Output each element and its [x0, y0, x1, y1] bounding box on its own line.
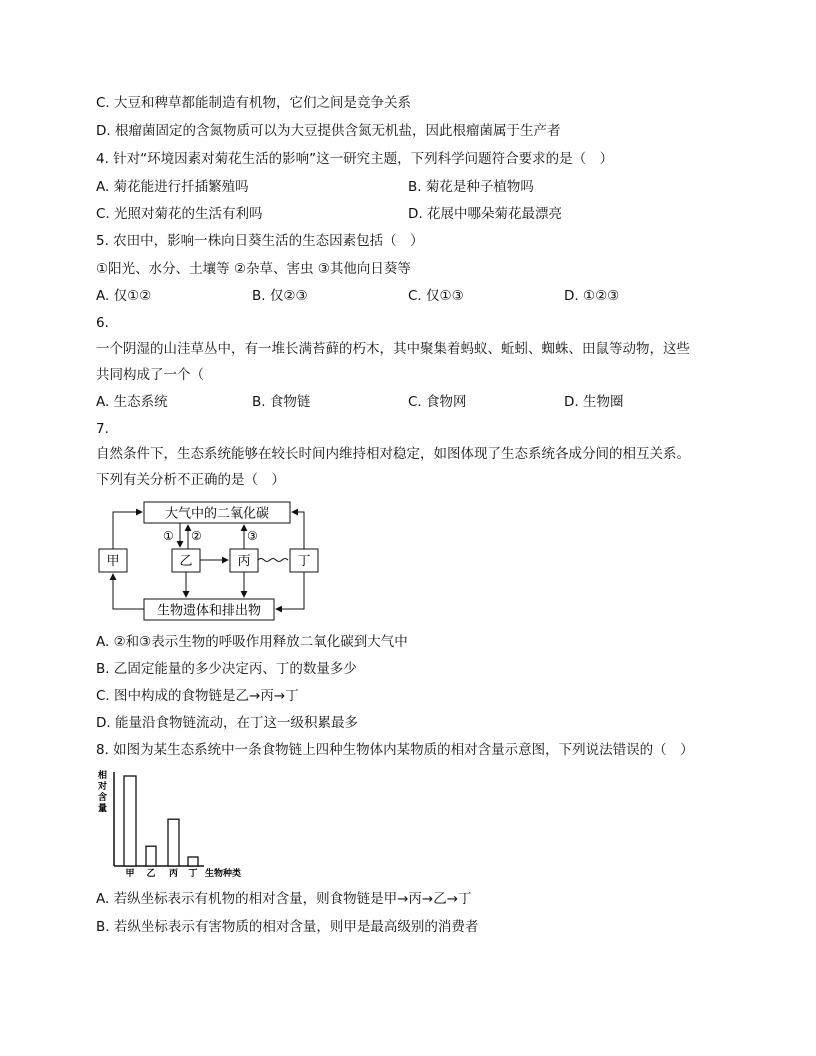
wavy-link-bing-ding	[258, 559, 288, 562]
q5-statements: ①阳光、水分、土壤等 ②杂草、害虫 ③其他向日葵等	[96, 261, 411, 277]
bar-2	[168, 819, 179, 866]
x-tick-label-2: 丙	[168, 869, 179, 878]
bar-1	[146, 846, 156, 866]
q6-number: 6.	[96, 315, 109, 331]
q4-option-c: C. 光照对菊花的生活有利吗	[96, 206, 263, 222]
mark-3: ③	[247, 529, 258, 543]
q3-option-d: D. 根瘤菌固定的含氮物质可以为大豆提供含氮无机盐，因此根瘤菌属于生产者	[96, 123, 561, 139]
x-axis-label: 生物种类	[205, 869, 242, 878]
q8-stem: 8. 如图为某生态系统中一条食物链上四种生物体内某物质的相对含量示意图，下列说法错误的（ ）	[96, 742, 694, 758]
yi-label: 乙	[179, 554, 193, 569]
mark-1: ①	[163, 529, 174, 543]
q6-option-d: D. 生物圈	[564, 394, 624, 410]
x-tick-label-0: 甲	[125, 869, 135, 878]
q3-option-c: C. 大豆和稗草都能制造有机物，它们之间是竞争关系	[96, 95, 412, 111]
q7-stem-line-1: 自然条件下，生态系统能够在较长时间内维持相对稳定，如图体现了生态系统各成分间的相互关系。	[96, 446, 690, 462]
bar-0	[124, 776, 136, 866]
q8-option-a: A. 若纵坐标表示有机物的相对含量，则食物链是甲→丙→乙→丁	[96, 891, 472, 907]
bing-label: 丙	[237, 554, 251, 569]
bar-3	[188, 857, 198, 866]
q4-option-b: B. 菊花是种子植物吗	[408, 179, 534, 195]
q6-stem-line-2: 共同构成了一个（	[96, 367, 204, 383]
y-axis-label-text: 相对含量	[98, 771, 108, 814]
jia-label: 甲	[106, 554, 120, 569]
q5-option-d: D. ①②③	[564, 288, 620, 304]
q7-option-d: D. 能量沿食物链流动，在丁这一级积累最多	[96, 715, 358, 731]
q7-number: 7.	[96, 421, 109, 437]
q4-stem: 4. 针对“环境因素对菊花生活的影响”这一研究主题，下列科学问题符合要求的是（ ）	[96, 151, 614, 167]
ecosystem-diagram	[96, 498, 336, 624]
q5-option-c: C. 仅①③	[408, 288, 464, 304]
q6-stem-line-1: 一个阴湿的山洼草丛中，有一堆长满苔藓的朽木，其中聚集着蚂蚁、蚯蚓、蜘蛛、田鼠等动物，这些	[96, 341, 690, 357]
q4-option-a: A. 菊花能进行扦插繁殖吗	[96, 179, 249, 195]
q8-option-b: B. 若纵坐标表示有害物质的相对含量，则甲是最高级别的消费者	[96, 919, 479, 935]
q6-option-c: C. 食物网	[408, 394, 467, 410]
y-axis-label	[97, 769, 107, 814]
arrow-ding-to-remains	[276, 572, 304, 609]
remains-excreta-label: 生物遗体和排出物	[156, 603, 262, 619]
arrow-jia-to-atmosphere	[113, 512, 142, 549]
q5-option-b: B. 仅②③	[252, 288, 308, 304]
mark-2: ②	[191, 529, 202, 543]
q6-option-b: B. 食物链	[252, 394, 311, 410]
q7-option-c: C. 图中构成的食物链是乙→丙→丁	[96, 688, 299, 704]
q5-stem: 5. 农田中，影响一株向日葵生活的生态因素包括（ ）	[96, 233, 424, 249]
q4-option-d: D. 花展中哪朵菊花最漂亮	[408, 206, 562, 222]
relative-content-bar-chart	[96, 768, 256, 878]
atmosphere-co2-label: 大气中的二氧化碳	[164, 506, 270, 522]
q7-stem-line-2: 下列有关分析不正确的是（ ）	[96, 472, 285, 488]
x-tick-label-3: 丁	[188, 869, 198, 878]
ding-label: 丁	[297, 554, 311, 569]
arrow-ding-to-atmosphere	[292, 512, 304, 549]
x-tick-label-1: 乙	[146, 869, 156, 878]
q7-option-a: A. ②和③表示生物的呼吸作用释放二氧化碳到大气中	[96, 634, 408, 650]
q6-option-a: A. 生态系统	[96, 394, 168, 410]
arrow-remains-to-jia	[113, 574, 144, 609]
q5-option-a: A. 仅①②	[96, 288, 152, 304]
q7-option-b: B. 乙固定能量的多少决定丙、丁的数量多少	[96, 661, 357, 677]
